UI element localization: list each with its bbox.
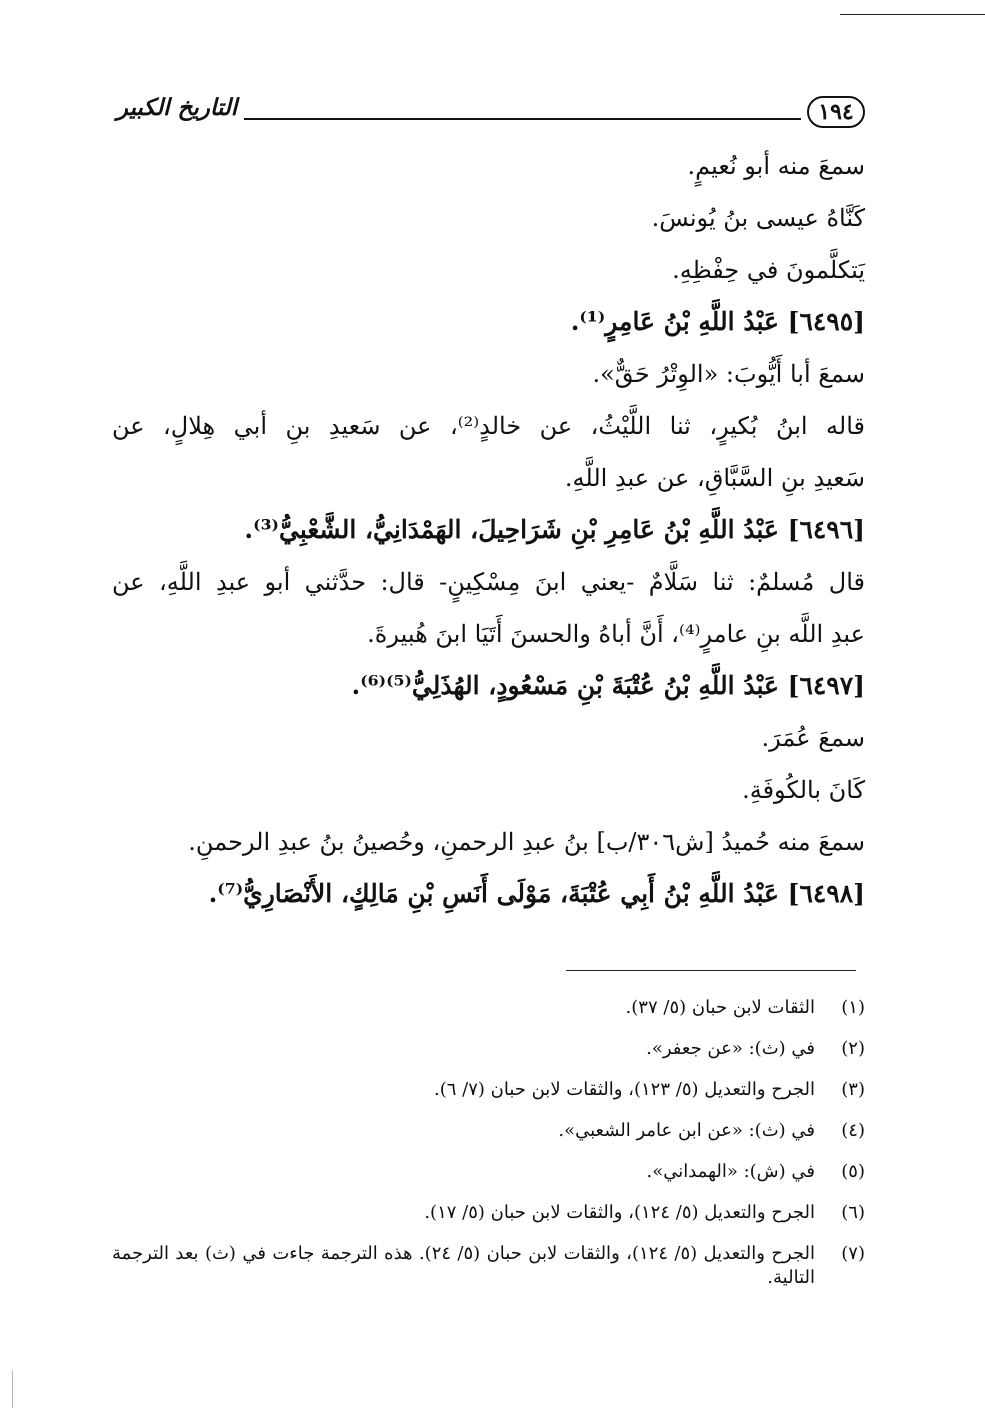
footnote-text: في (ث): «عن جعفر». xyxy=(646,1038,815,1059)
footnote xyxy=(112,1037,865,1078)
page-number: ١٩٤ xyxy=(807,96,865,128)
footnote-text: الثقات لابن حبان (٥/ ٣٧). xyxy=(625,997,815,1018)
footnote-text: الجرح والتعديل (٥/ ١٢٤)، والثقات لابن حبان (٥/ ١٧). xyxy=(424,1202,815,1223)
page-header xyxy=(112,90,865,140)
text-line: قاله ابنُ بُكيرٍ، ثنا اللَّيْثُ، عن خالدٍ⁽²⁾، عن سَعيدِ بنِ أبي هِلالٍ، عن xyxy=(112,412,865,440)
footnote-text: الجرح والتعديل (٥/ ١٢٤)، والثقات لابن حبان (٥/ ٢٤). هذه الترجمة جاءت في (ث) بعد الترجمة التالية. xyxy=(112,1243,815,1288)
footnote-text: في (ش): «الهمداني». xyxy=(646,1161,815,1182)
header-rule xyxy=(244,118,801,120)
footnote-number: (٦) xyxy=(841,1202,865,1223)
entry-heading: [٦٤٩٦] عَبْدُ اللَّهِ بْنُ عَامِرِ بْنِ شَرَاحِيلَ، الهَمْدَانِيُّ، الشَّعْبِيُّ⁽³⁾. xyxy=(244,515,865,544)
footnote-number: (٧) xyxy=(841,1243,865,1264)
entry-heading: [٦٤٩٨] عَبْدُ اللَّهِ بْنُ أَبِي عُتْبَةَ، مَوْلَى أَنَسِ بْنِ مَالِكٍ، الأَنْصَارِيُّ⁽⁷⁾. xyxy=(208,879,865,908)
text-line: سمعَ أبا أَيُّوبَ: «الوِتْرُ حَقٌّ». xyxy=(592,360,865,388)
footnote-number: (٤) xyxy=(841,1120,865,1141)
scan-margin-mark xyxy=(12,1370,13,1408)
footnote-number: (٢) xyxy=(841,1038,865,1059)
text-line: كَنَّاهُ عيسى بنُ يُونسَ. xyxy=(651,204,865,232)
entry-heading: [٦٤٩٥] عَبْدُ اللَّهِ بْنُ عَامِرٍ⁽¹⁾. xyxy=(570,307,865,336)
footnote-number: (٥) xyxy=(841,1161,865,1182)
footnote-number: (١) xyxy=(841,997,865,1018)
footnote-text: الجرح والتعديل (٥/ ١٢٣)، والثقات لابن حبان (٧/ ٦). xyxy=(433,1079,815,1100)
footnote-text: في (ث): «عن ابن عامر الشعبي». xyxy=(558,1120,815,1141)
footnotes xyxy=(112,996,865,1290)
footnote xyxy=(112,1242,865,1290)
footnote xyxy=(112,1119,865,1160)
text-line: عبدِ اللَّه بنِ عامرٍ⁽⁴⁾، أَنَّ أباهُ والحسنَ أَتَيَا ابنَ هُبيرةَ. xyxy=(367,620,865,648)
book-title: التاريخ الكبير xyxy=(116,94,238,121)
footnote-separator xyxy=(566,970,856,971)
footnote xyxy=(112,1160,865,1201)
main-text xyxy=(112,148,865,928)
text-line: سمعَ عُمَرَ. xyxy=(761,724,865,752)
text-line: سمعَ منه أبو نُعيمٍ. xyxy=(687,152,865,180)
text-line: قال مُسلمٌ: ثنا سَلَّامٌ -يعني ابنَ مِسْكِينٍ- قال: حدَّثني أبو عبدِ اللَّهِ، عن xyxy=(112,568,865,596)
text-line: يَتكلَّمونَ في حِفْظِهِ. xyxy=(672,256,865,284)
scan-edge-line xyxy=(840,14,985,15)
footnote xyxy=(112,1201,865,1242)
text-line: سَعيدِ بنِ السَّبَّاقِ، عن عبدِ اللَّهِ. xyxy=(564,464,865,492)
entry-heading: [٦٤٩٧] عَبْدُ اللَّهِ بْنُ عُتْبَةَ بْنِ مَسْعُودٍ، الهُذَلِيُّ⁽⁵⁾⁽⁶⁾. xyxy=(351,671,865,700)
footnote xyxy=(112,996,865,1037)
footnote xyxy=(112,1078,865,1119)
footnote-number: (٣) xyxy=(841,1079,865,1100)
text-line: كَانَ بالكُوفَةِ. xyxy=(742,776,865,804)
text-line: سمعَ منه حُميدُ [ش٣٠٦/ب] بنُ عبدِ الرحمنِ، وحُصينُ بنُ عبدِ الرحمنِ. xyxy=(188,828,865,856)
